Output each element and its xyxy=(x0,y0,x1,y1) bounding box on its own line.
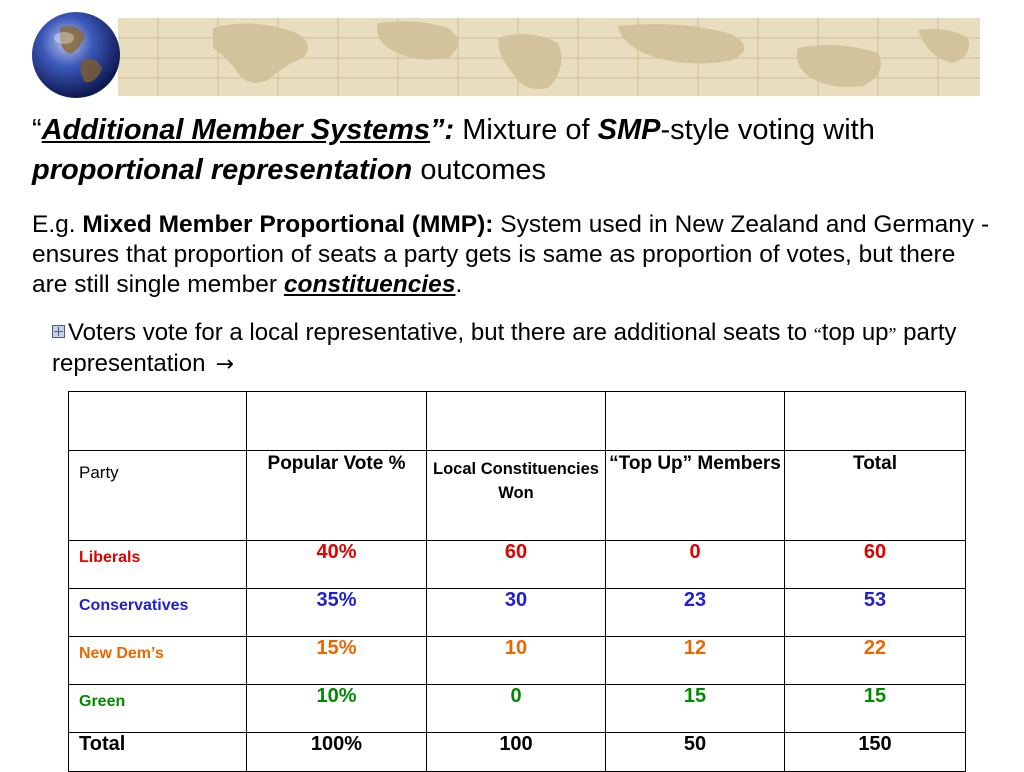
header-row xyxy=(69,451,966,541)
table-row xyxy=(69,541,966,589)
mmp-paragraph xyxy=(32,210,992,300)
total-label: Total xyxy=(69,733,247,772)
header-party: Party xyxy=(69,451,247,541)
title-pr: proportional representation xyxy=(32,154,413,186)
popular-vote-cell: 10% xyxy=(247,685,427,733)
title-smp: SMP xyxy=(597,114,661,146)
table-cell xyxy=(606,392,785,451)
para-mmp: Mixed Member Proportional (MMP): xyxy=(82,211,494,238)
grand-total-cell: 150 xyxy=(785,733,966,772)
title-term: Additional Member Systems xyxy=(41,114,431,146)
table-row xyxy=(69,589,966,637)
election-results-table xyxy=(68,391,966,772)
bullet-text-1: Voters vote for a local representative, but there are additional seats to xyxy=(68,319,814,346)
party-name: New Dem’s xyxy=(69,637,247,685)
para-text-1: System used in New Zealand and Germany - ensures that proportion of seats a party gets is same as proportion of votes, but there are still single member xyxy=(32,211,990,298)
header-total: Total xyxy=(785,451,966,541)
local-won-cell: 0 xyxy=(427,685,606,733)
party-name: Green xyxy=(69,685,247,733)
total-row xyxy=(69,733,966,772)
table-cell xyxy=(785,392,966,451)
empty-row xyxy=(69,392,966,451)
top-up-cell: 12 xyxy=(606,637,785,685)
total-cell: 53 xyxy=(785,589,966,637)
total-cell: 60 xyxy=(785,541,966,589)
header-popular-vote: Popular Vote % xyxy=(247,451,427,541)
table-row xyxy=(69,637,966,685)
table-cell xyxy=(247,392,427,451)
bullet-close-quote: ” xyxy=(888,324,897,344)
para-prefix: E.g. xyxy=(32,211,83,238)
title-text-3: outcomes xyxy=(412,154,547,186)
table-row xyxy=(69,685,966,733)
table-cell xyxy=(69,392,247,451)
world-map-banner xyxy=(118,18,980,96)
bullet-icon xyxy=(52,325,65,338)
total-local-cell: 100 xyxy=(427,733,606,772)
total-top-up-cell: 50 xyxy=(606,733,785,772)
para-constituencies: constituencies xyxy=(283,271,456,298)
popular-vote-cell: 40% xyxy=(247,541,427,589)
para-suffix: . xyxy=(455,271,463,298)
title-text-2: -style voting with xyxy=(660,114,875,146)
local-won-cell: 30 xyxy=(427,589,606,637)
globe-icon xyxy=(30,10,122,100)
slide-title xyxy=(32,110,1002,190)
local-won-cell: 60 xyxy=(427,541,606,589)
top-up-cell: 23 xyxy=(606,589,785,637)
top-up-cell: 15 xyxy=(606,685,785,733)
total-vote-cell: 100% xyxy=(247,733,427,772)
local-won-cell: 10 xyxy=(427,637,606,685)
title-close-quote: ”: xyxy=(430,114,455,146)
popular-vote-cell: 15% xyxy=(247,637,427,685)
bullet-item xyxy=(52,318,982,380)
total-cell: 22 xyxy=(785,637,966,685)
bullet-text-2: party representation xyxy=(52,319,957,377)
header-local-constituencies: Local Constituencies Won xyxy=(427,451,606,541)
table-cell xyxy=(427,392,606,451)
party-name: Liberals xyxy=(69,541,247,589)
header-top-up-members: “Top Up” Members xyxy=(606,451,785,541)
top-up-cell: 0 xyxy=(606,541,785,589)
total-cell: 15 xyxy=(785,685,966,733)
party-name: Conservatives xyxy=(69,589,247,637)
title-text-1: Mixture of xyxy=(454,114,598,146)
popular-vote-cell: 35% xyxy=(247,589,427,637)
title-open-quote: “ xyxy=(32,114,42,146)
bullet-open-quote: “ xyxy=(813,324,822,344)
arrow-right-icon: → xyxy=(215,352,234,377)
bullet-top-up: top up xyxy=(821,319,889,346)
